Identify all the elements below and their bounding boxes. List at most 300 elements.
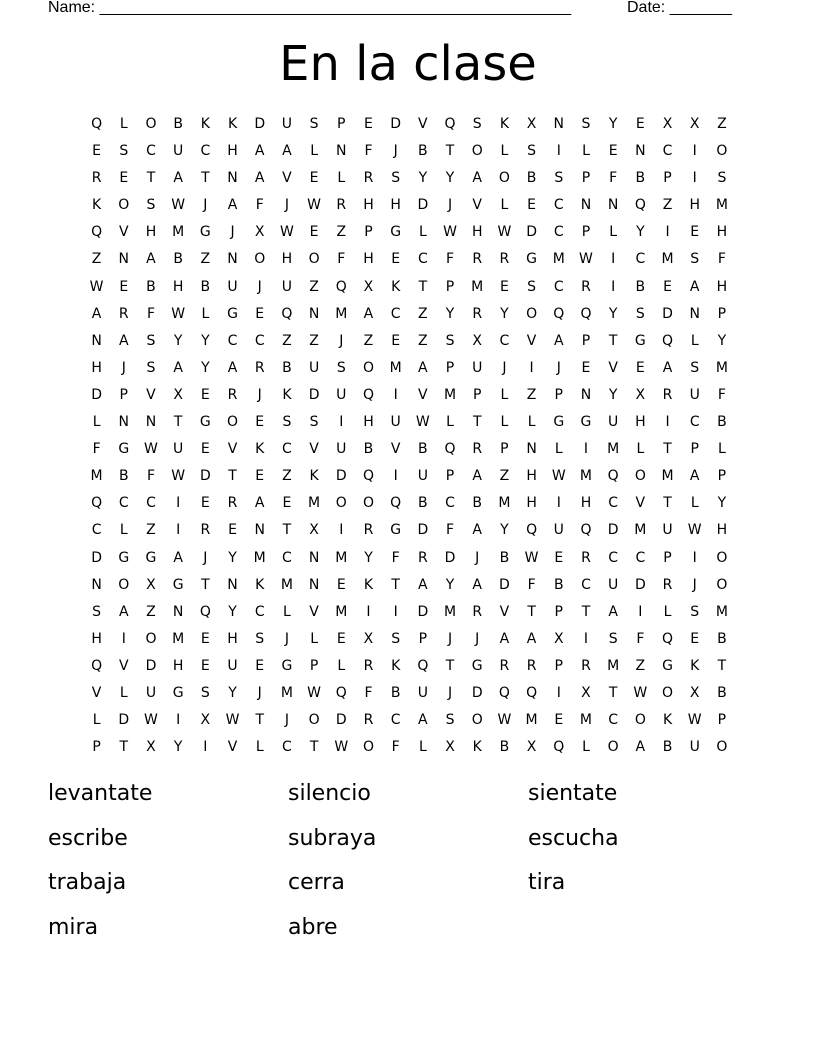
- grid-letter: X: [635, 386, 646, 403]
- grid-letter: E: [690, 630, 700, 647]
- grid-letter: Z: [363, 332, 374, 349]
- grid-letter: D: [444, 549, 456, 566]
- grid-letter: F: [446, 522, 455, 539]
- grid-letter: Y: [201, 332, 210, 349]
- grid-letter: H: [471, 224, 483, 241]
- grid-letter: A: [635, 739, 646, 756]
- grid-letter: X: [689, 116, 700, 132]
- grid-letter: F: [609, 170, 618, 187]
- grid-letter: L: [337, 657, 346, 674]
- grid-letter: M: [525, 712, 538, 729]
- grid-letter: N: [172, 603, 184, 620]
- grid-letter: U: [608, 576, 619, 593]
- grid-letter: D: [91, 549, 102, 566]
- grid-letter: E: [255, 468, 265, 485]
- grid-letter: D: [335, 712, 347, 729]
- grid-letter: C: [553, 197, 564, 214]
- grid-letter: U: [308, 359, 320, 376]
- grid-letter: V: [418, 386, 428, 403]
- grid-letter: D: [634, 576, 646, 593]
- grid-letter: S: [445, 712, 455, 729]
- grid-letter: S: [445, 332, 455, 349]
- grid-letter: Y: [173, 332, 183, 349]
- grid-letter: L: [500, 143, 509, 160]
- grid-letter: A: [472, 170, 482, 187]
- grid-letter: I: [665, 414, 670, 431]
- grid-letter: H: [363, 414, 374, 431]
- grid-letter: Z: [418, 305, 428, 322]
- grid-letter: A: [418, 712, 428, 729]
- grid-letter: S: [690, 603, 700, 620]
- grid-letter: B: [499, 739, 510, 756]
- grid-letter: A: [254, 170, 265, 187]
- grid-letter: R: [363, 170, 374, 187]
- grid-letter: Z: [282, 468, 292, 485]
- grid-letter: T: [146, 170, 156, 187]
- grid-letter: M: [661, 251, 674, 268]
- grid-letter: L: [663, 603, 672, 620]
- grid-letter: M: [335, 603, 348, 620]
- grid-letter: I: [665, 224, 670, 241]
- grid-letter: O: [498, 170, 510, 187]
- grid-letter: M: [443, 603, 457, 620]
- grid-letter: K: [391, 657, 401, 674]
- grid-letter: O: [471, 143, 483, 160]
- grid-letter: Z: [91, 251, 102, 268]
- grid-letter: I: [176, 712, 181, 729]
- grid-letter: E: [554, 549, 564, 566]
- grid-letter: Q: [91, 116, 103, 132]
- grid-letter: W: [415, 414, 430, 431]
- grid-letter: C: [227, 332, 238, 349]
- grid-letter: Q: [580, 522, 592, 539]
- grid-letter: G: [553, 414, 565, 431]
- grid-letter: U: [472, 359, 483, 376]
- grid-letter: F: [337, 251, 346, 268]
- grid-letter: H: [227, 143, 238, 160]
- grid-letter: Q: [199, 603, 211, 620]
- grid-letter: A: [91, 305, 102, 322]
- grid-letter: R: [499, 657, 510, 674]
- grid-letter: D: [417, 197, 429, 214]
- grid-letter: D: [199, 468, 211, 485]
- grid-letter: H: [716, 224, 728, 241]
- grid-letter: C: [662, 143, 673, 160]
- grid-letter: M: [715, 197, 728, 214]
- grid-letter: G: [526, 251, 538, 268]
- grid-letter: A: [499, 630, 510, 647]
- grid-letter: W: [171, 468, 186, 485]
- grid-letter: E: [336, 630, 346, 647]
- grid-letter: P: [717, 305, 727, 322]
- grid-letter: O: [634, 712, 646, 729]
- grid-row: [83, 168, 736, 195]
- grid-letter: I: [339, 522, 344, 539]
- grid-letter: Q: [607, 468, 619, 485]
- grid-letter: B: [717, 630, 727, 647]
- grid-letter: G: [662, 657, 673, 674]
- grid-letter: W: [144, 441, 158, 458]
- grid-letter: G: [390, 522, 402, 539]
- grid-letter: J: [257, 278, 262, 295]
- grid-row: [83, 656, 736, 683]
- grid-letter: G: [145, 549, 157, 566]
- word-bank-item: abre: [288, 914, 338, 940]
- grid-letter: I: [556, 143, 561, 160]
- grid-letter: I: [529, 359, 534, 376]
- grid-letter: C: [581, 576, 591, 593]
- grid-letter: R: [363, 657, 374, 674]
- grid-letter: Z: [146, 603, 156, 620]
- grid-letter: W: [687, 522, 702, 539]
- grid-letter: B: [499, 549, 510, 566]
- grid-letter: U: [662, 522, 673, 539]
- grid-letter: T: [391, 576, 400, 593]
- grid-letter: N: [635, 143, 646, 160]
- word-bank-item: escucha: [528, 825, 619, 851]
- grid-letter: V: [227, 441, 238, 458]
- grid-letter: E: [608, 143, 618, 160]
- grid-letter: H: [716, 522, 728, 539]
- grid-letter: Y: [228, 603, 237, 620]
- grid-letter: V: [118, 657, 129, 674]
- grid-letter: M: [634, 522, 647, 539]
- grid-row: [83, 575, 736, 602]
- grid-letter: N: [580, 197, 592, 214]
- grid-letter: Y: [228, 684, 237, 701]
- grid-letter: E: [200, 441, 210, 458]
- grid-letter: X: [146, 739, 156, 756]
- grid-letter: C: [118, 495, 129, 512]
- grid-letter: N: [308, 305, 320, 322]
- grid-letter: Y: [636, 224, 645, 241]
- grid-letter: M: [715, 359, 728, 376]
- grid-letter: Z: [309, 278, 319, 295]
- grid-letter: F: [92, 441, 101, 458]
- date-field-label: Date: _______: [627, 0, 732, 16]
- grid-letter: R: [363, 712, 374, 729]
- grid-letter: Z: [282, 332, 292, 349]
- grid-letter: E: [635, 359, 645, 376]
- grid-row: [83, 737, 736, 764]
- grid-letter: L: [582, 143, 590, 160]
- grid-letter: U: [336, 386, 347, 403]
- grid-letter: J: [203, 549, 208, 566]
- grid-letter: W: [279, 224, 294, 241]
- grid-letter: D: [335, 468, 347, 485]
- grid-letter: N: [308, 576, 320, 593]
- grid-letter: R: [581, 549, 591, 566]
- grid-letter: T: [282, 522, 292, 539]
- grid-row: [83, 466, 736, 493]
- grid-letter: C: [445, 495, 455, 512]
- grid-letter: Z: [418, 332, 428, 349]
- grid-letter: E: [309, 170, 319, 187]
- grid-letter: Z: [336, 224, 347, 241]
- grid-letter: W: [524, 549, 539, 566]
- grid-letter: J: [447, 197, 453, 214]
- grid-letter: P: [418, 630, 428, 647]
- grid-letter: G: [580, 414, 592, 431]
- grid-letter: D: [526, 224, 537, 241]
- grid-letter: Q: [634, 197, 646, 214]
- grid-letter: M: [253, 549, 266, 566]
- grid-letter: N: [553, 116, 565, 132]
- grid-letter: P: [472, 386, 482, 403]
- grid-letter: O: [145, 630, 157, 647]
- grid-letter: W: [171, 197, 186, 214]
- grid-letter: A: [118, 603, 129, 620]
- grid-letter: L: [690, 332, 699, 349]
- grid-letter: L: [527, 414, 536, 431]
- grid-letter: E: [635, 116, 645, 132]
- grid-letter: B: [635, 278, 646, 295]
- grid-letter: Y: [445, 170, 455, 187]
- grid-letter: F: [364, 684, 373, 701]
- grid-letter: K: [200, 116, 210, 132]
- grid-letter: T: [445, 657, 455, 674]
- name-field-label: Name: _____________________________________________________: [48, 0, 572, 16]
- grid-letter: E: [228, 522, 237, 539]
- grid-letter: L: [554, 441, 563, 458]
- grid-letter: W: [497, 712, 512, 729]
- grid-letter: J: [475, 630, 480, 647]
- grid-letter: S: [146, 332, 156, 349]
- grid-letter: D: [471, 684, 483, 701]
- grid-letter: E: [663, 278, 672, 295]
- grid-letter: Y: [228, 549, 237, 566]
- grid-letter: C: [553, 224, 564, 241]
- grid-letter: X: [363, 278, 374, 295]
- grid-letter: Y: [717, 332, 727, 349]
- grid-letter: V: [282, 170, 292, 187]
- grid-letter: J: [502, 359, 507, 376]
- grid-letter: U: [608, 414, 619, 431]
- grid-letter: H: [91, 359, 102, 376]
- grid-letter: E: [200, 495, 210, 512]
- grid-letter: M: [498, 495, 511, 512]
- grid-letter: O: [254, 251, 266, 268]
- grid-letter: Q: [91, 657, 103, 674]
- grid-letter: P: [337, 116, 346, 132]
- grid-letter: N: [91, 332, 102, 349]
- grid-letter: M: [443, 386, 457, 403]
- grid-letter: R: [227, 386, 238, 403]
- grid-letter: Y: [173, 739, 183, 756]
- grid-letter: O: [716, 576, 728, 593]
- grid-letter: N: [145, 414, 157, 431]
- grid-letter: E: [391, 332, 401, 349]
- grid-letter: P: [717, 712, 727, 729]
- grid-letter: S: [391, 630, 401, 647]
- grid-letter: Y: [418, 170, 428, 187]
- grid-letter: V: [608, 359, 618, 376]
- grid-letter: A: [608, 603, 618, 620]
- grid-row: [83, 304, 736, 331]
- grid-letter: R: [472, 603, 483, 620]
- grid-letter: E: [255, 657, 265, 674]
- grid-row: [83, 710, 736, 737]
- grid-letter: K: [255, 441, 265, 458]
- grid-letter: H: [172, 278, 184, 295]
- grid-letter: L: [255, 739, 264, 756]
- grid-letter: Y: [500, 305, 509, 322]
- grid-row: [83, 439, 736, 466]
- grid-letter: Q: [498, 684, 510, 701]
- grid-letter: T: [663, 441, 672, 458]
- grid-letter: V: [146, 386, 156, 403]
- grid-letter: V: [309, 441, 319, 458]
- grid-letter: V: [526, 332, 537, 349]
- grid-letter: E: [255, 305, 265, 322]
- grid-letter: P: [663, 549, 672, 566]
- grid-letter: I: [692, 170, 697, 187]
- grid-letter: R: [200, 522, 211, 539]
- grid-letter: M: [552, 251, 565, 268]
- grid-letter: X: [309, 522, 319, 539]
- grid-letter: B: [635, 170, 646, 187]
- grid-letter: L: [92, 712, 101, 729]
- grid-letter: G: [172, 576, 184, 593]
- grid-letter: K: [255, 576, 265, 593]
- grid-letter: E: [527, 197, 537, 214]
- grid-letter: B: [418, 143, 428, 160]
- grid-letter: L: [119, 684, 128, 701]
- grid-row: [83, 277, 736, 304]
- grid-letter: B: [717, 414, 727, 431]
- grid-letter: J: [121, 359, 126, 376]
- grid-letter: A: [173, 359, 183, 376]
- grid-letter: A: [662, 359, 673, 376]
- grid-letter: N: [689, 305, 700, 322]
- grid-letter: D: [607, 522, 619, 539]
- grid-letter: L: [310, 630, 318, 647]
- grid-letter: P: [554, 386, 563, 403]
- grid-letter: T: [201, 576, 210, 593]
- grid-letter: Y: [445, 305, 455, 322]
- grid-letter: R: [581, 657, 591, 674]
- grid-letter: D: [499, 576, 510, 593]
- grid-letter: C: [390, 305, 401, 322]
- grid-letter: M: [335, 549, 348, 566]
- grid-letter: V: [390, 441, 401, 458]
- grid-letter: M: [172, 630, 185, 647]
- grid-letter: I: [611, 251, 616, 268]
- grid-row: [83, 249, 736, 276]
- grid-letter: V: [91, 684, 102, 701]
- grid-letter: B: [363, 441, 374, 458]
- grid-letter: D: [308, 386, 320, 403]
- grid-letter: J: [447, 684, 453, 701]
- grid-letter: Y: [500, 522, 509, 539]
- grid-letter: P: [364, 224, 373, 241]
- grid-letter: L: [337, 170, 346, 187]
- grid-letter: U: [227, 657, 238, 674]
- grid-letter: T: [445, 143, 455, 160]
- grid-letter: X: [553, 630, 564, 647]
- grid-letter: M: [661, 468, 674, 485]
- grid-letter: E: [499, 278, 509, 295]
- grid-letter: H: [281, 251, 293, 268]
- grid-letter: C: [200, 143, 211, 160]
- grid-letter: Z: [146, 522, 156, 539]
- grid-letter: T: [608, 684, 618, 701]
- grid-letter: J: [257, 386, 262, 403]
- grid-letter: X: [445, 739, 455, 756]
- worksheet-header: [0, 0, 816, 20]
- grid-letter: P: [445, 359, 455, 376]
- grid-letter: J: [284, 712, 289, 729]
- grid-letter: I: [611, 278, 616, 295]
- grid-letter: Z: [499, 468, 510, 485]
- grid-row: [83, 385, 736, 412]
- grid-letter: I: [176, 495, 181, 512]
- grid-letter: O: [362, 495, 374, 512]
- grid-letter: U: [336, 441, 347, 458]
- grid-letter: L: [283, 603, 291, 620]
- grid-letter: L: [119, 522, 128, 539]
- grid-row: [83, 141, 736, 168]
- grid-letter: B: [146, 278, 156, 295]
- grid-letter: H: [91, 630, 102, 647]
- grid-letter: T: [472, 414, 482, 431]
- grid-letter: C: [417, 251, 428, 268]
- grid-letter: R: [662, 386, 673, 403]
- grid-row: [83, 602, 736, 629]
- grid-letter: L: [500, 197, 509, 214]
- grid-letter: Z: [635, 657, 646, 674]
- grid-letter: Q: [281, 305, 293, 322]
- grid-letter: J: [339, 332, 344, 349]
- grid-letter: O: [362, 359, 374, 376]
- grid-letter: Z: [662, 197, 673, 214]
- grid-letter: W: [443, 224, 457, 241]
- grid-letter: E: [364, 116, 373, 132]
- grid-letter: O: [308, 712, 320, 729]
- grid-letter: E: [391, 251, 401, 268]
- grid-letter: I: [393, 386, 398, 403]
- grid-letter: H: [526, 468, 537, 485]
- grid-letter: A: [472, 522, 482, 539]
- grid-letter: C: [608, 712, 619, 729]
- grid-letter: C: [254, 603, 265, 620]
- grid-letter: V: [118, 224, 129, 241]
- grid-letter: D: [390, 116, 402, 132]
- grid-letter: N: [254, 522, 265, 539]
- grid-letter: H: [145, 224, 157, 241]
- grid-letter: E: [690, 224, 700, 241]
- grid-letter: J: [257, 684, 262, 701]
- grid-letter: S: [581, 116, 591, 132]
- grid-letter: G: [281, 657, 293, 674]
- grid-letter: B: [418, 495, 428, 512]
- grid-letter: J: [475, 549, 480, 566]
- grid-letter: I: [393, 468, 398, 485]
- grid-letter: N: [336, 143, 347, 160]
- grid-letter: Q: [417, 657, 429, 674]
- grid-letter: J: [556, 359, 561, 376]
- grid-letter: C: [282, 549, 292, 566]
- grid-letter: B: [282, 359, 292, 376]
- page-title: En la clase: [279, 36, 537, 92]
- grid-letter: X: [526, 739, 537, 756]
- grid-letter: J: [393, 143, 398, 160]
- grid-letter: X: [173, 386, 183, 403]
- grid-letter: L: [310, 143, 318, 160]
- grid-letter: S: [282, 414, 292, 431]
- grid-letter: Q: [662, 630, 674, 647]
- grid-letter: O: [716, 549, 728, 566]
